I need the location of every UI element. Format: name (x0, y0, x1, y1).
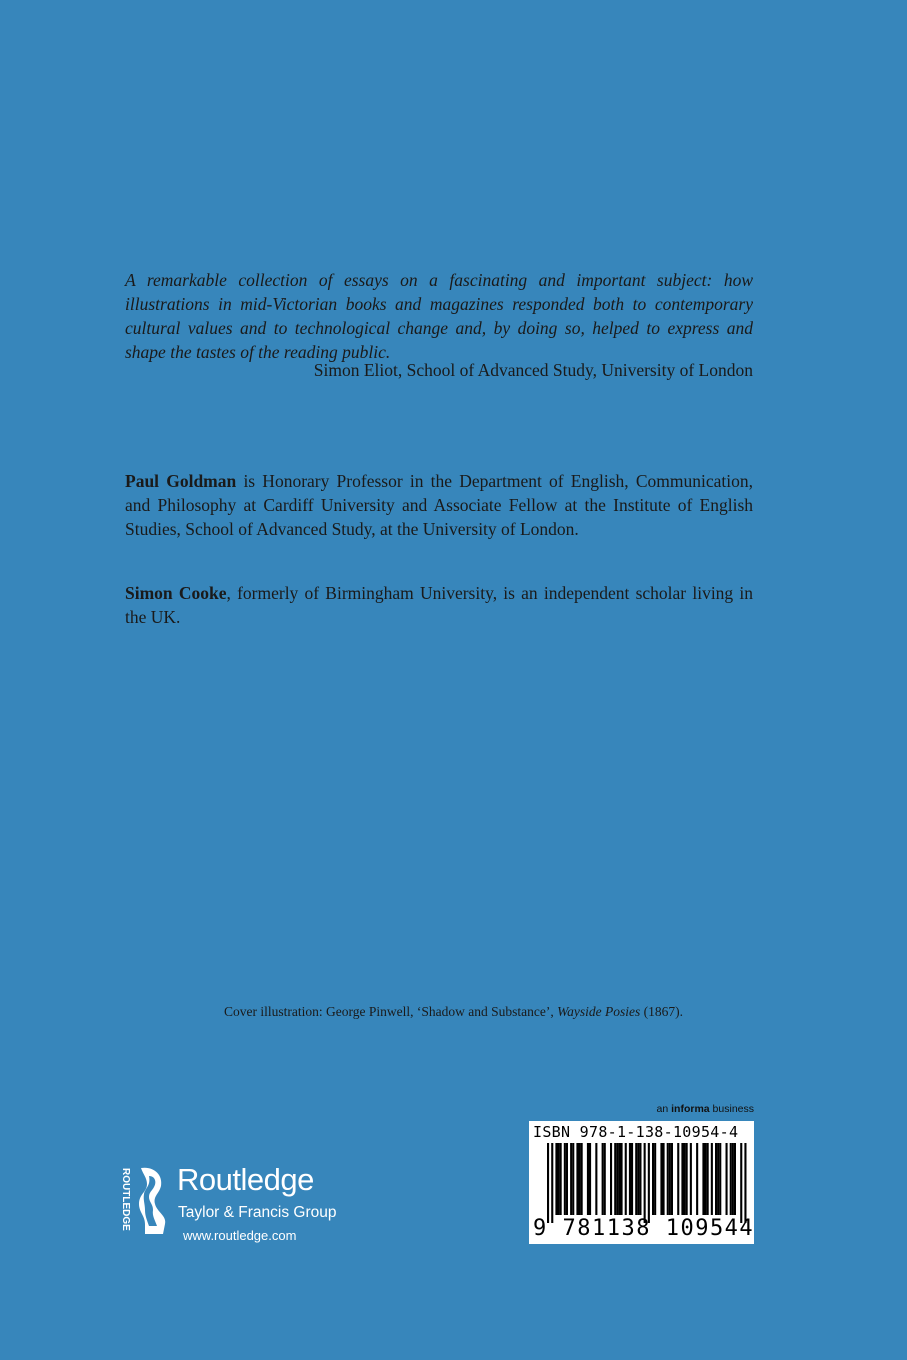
barcode-bar (625, 1143, 627, 1215)
barcode-bar (572, 1143, 574, 1215)
barcode-bar (604, 1143, 606, 1215)
barcode-bar (702, 1143, 704, 1215)
barcode-bar (576, 1143, 578, 1215)
barcode-bar (684, 1143, 686, 1215)
barcode-bar (663, 1143, 665, 1215)
author-description: , formerly of Birmingham University, is an independent scholar living in the UK. (125, 583, 753, 627)
barcode-bar (639, 1143, 641, 1215)
barcode-bar (744, 1143, 746, 1223)
routledge-logo (119, 1164, 359, 1254)
barcode-bar (581, 1143, 583, 1215)
barcode-bar (621, 1143, 623, 1215)
barcode-bar (667, 1143, 669, 1215)
barcode-bar (726, 1143, 728, 1215)
barcode-bar (618, 1143, 620, 1215)
barcode-bar (711, 1143, 713, 1215)
publisher-name: Routledge (177, 1162, 314, 1197)
barcode-bar (696, 1143, 698, 1215)
publisher-url[interactable]: www.routledge.com (183, 1228, 297, 1243)
barcode-bar (730, 1143, 732, 1215)
barcode-bar (579, 1143, 581, 1215)
barcode-bar (648, 1143, 650, 1223)
barcode-bar (681, 1143, 683, 1215)
barcode-bar (677, 1143, 679, 1215)
barcode-bar (614, 1143, 616, 1215)
author-name: Paul Goldman (125, 471, 237, 491)
barcode-bar (644, 1143, 646, 1223)
barcode-bar (558, 1143, 560, 1215)
cover-illustration-credit: Cover illustration: George Pinwell, ‘Shadow and Substance’, Wayside Posies (1867). (224, 1004, 683, 1019)
informa-tagline: an informa business (656, 1103, 754, 1115)
barcode-bar (660, 1143, 662, 1215)
barcode-bar (610, 1143, 612, 1215)
barcode-bar (631, 1143, 633, 1215)
endorsement-quote: A remarkable collection of essays on a fascinating and important subject: how illustrations in mid-Victorian books and magazines responded both to contemporary cultural values and to technological change and, by doing so, helped to express and shape the tastes of the reading public. (125, 270, 753, 362)
barcode-bar (719, 1143, 721, 1215)
barcode-bar (602, 1143, 604, 1215)
isbn-barcode (529, 1121, 754, 1244)
barcode-bar (734, 1143, 736, 1215)
barcode-bar (715, 1143, 717, 1215)
isbn-label: ISBN 978-1-138-10954-4 (533, 1123, 739, 1141)
barcode-bar (635, 1143, 637, 1215)
barcode-bar (570, 1143, 572, 1215)
barcode-bar (717, 1143, 719, 1215)
barcode-bar (652, 1143, 654, 1215)
barcode-bar (555, 1143, 557, 1215)
ean-digits: 9 781138 109544 (533, 1216, 755, 1241)
barcode-bar (669, 1143, 671, 1215)
barcode-bar (564, 1143, 566, 1215)
author-bio-1 (125, 469, 753, 541)
author-name: Simon Cooke (125, 583, 227, 603)
barcode-bar (705, 1143, 707, 1215)
barcode-bar (654, 1143, 656, 1215)
author-bio-2 (125, 581, 753, 629)
endorsement-attribution: Simon Eliot, School of Advanced Study, University of London (313, 360, 753, 380)
barcode-bar (566, 1143, 568, 1215)
barcode-bar (671, 1143, 673, 1215)
barcode-bar (595, 1143, 597, 1215)
vertical-brand-text: ROUTLEDGE (120, 1168, 131, 1231)
barcode-bar (690, 1143, 692, 1215)
barcode-bar (551, 1143, 553, 1223)
barcode-bar (587, 1143, 589, 1215)
publisher-group: Taylor & Francis Group (178, 1204, 337, 1221)
barcode-bar (629, 1143, 631, 1215)
barcode-bar (637, 1143, 639, 1215)
barcode-bar (547, 1143, 549, 1223)
routledge-head-icon (119, 1164, 171, 1236)
barcode-bar (686, 1143, 688, 1215)
barcode-bar (707, 1143, 709, 1215)
barcode-bar (560, 1143, 562, 1215)
barcode-bar (616, 1143, 618, 1215)
barcode-bar (589, 1143, 591, 1215)
barcode-bar (740, 1143, 742, 1223)
barcode-bar (732, 1143, 734, 1215)
author-description: is Honorary Professor in the Department of English, Communication, and Philosophy at Cardiff University and Associate Fellow at the Institute of English Studies, School of Advanced Study, at the University of London. (125, 471, 753, 539)
